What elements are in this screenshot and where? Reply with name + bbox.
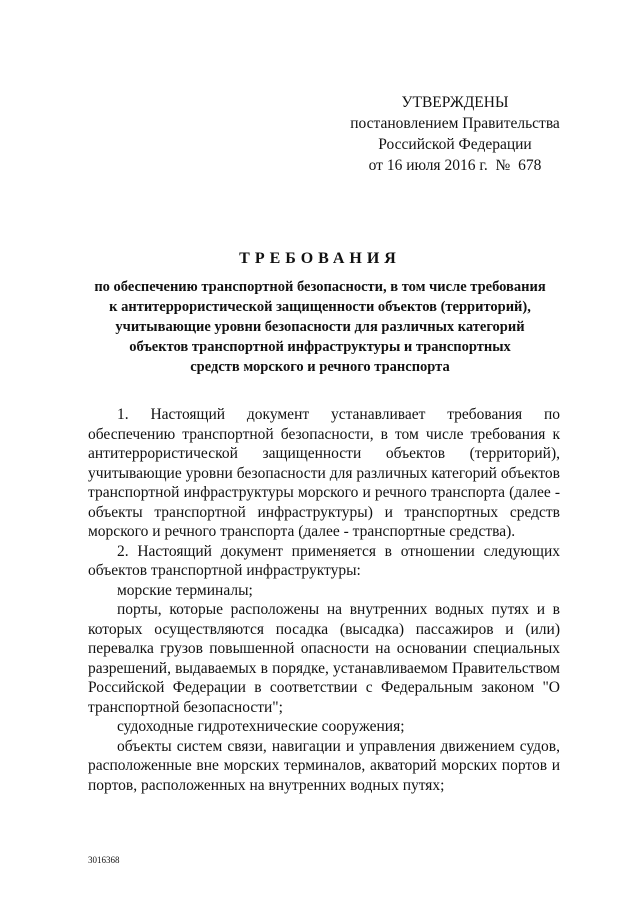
subtitle-line: учитывающие уровни безопасности для различных категорий — [115, 319, 525, 335]
document-title: ТРЕБОВАНИЯ — [239, 250, 401, 267]
approval-line: постановлением Правительства — [350, 115, 560, 132]
paragraph: морские терминалы; — [117, 581, 253, 599]
paragraph: 2. Настоящий документ применяется в отношении следующих объектов транспортной инфраструктуры: — [88, 542, 560, 579]
subtitle-line: объектов транспортной инфраструктуры и транспортных — [129, 339, 511, 355]
approval-line: Российской Федерации — [378, 136, 532, 153]
document-body — [88, 405, 560, 795]
paragraph: порты, которые расположены на внутренних водных путях и в которых осуществляются посадка (высадка) пассажиров и (или) перевалка грузов повышенной опасности на основании специальных разрешений, выдаваемых в порядке, устанавливаемом Правительством Российской Федерации в соответствии с Федеральным законом "О транспортной безопасности"; — [88, 601, 560, 716]
approval-date-number: от 16 июля 2016 г. № 678 — [368, 157, 542, 174]
footer-code: 3016368 — [88, 855, 120, 865]
subtitle-line: к антитеррористической защищенности объектов (территорий), — [109, 299, 531, 315]
approval-heading: УТВЕРЖДЕНЫ — [401, 94, 509, 111]
subtitle-line: по обеспечению транспортной безопасности, в том числе требования — [94, 279, 546, 295]
paragraph: судоходные гидротехнические сооружения; — [117, 718, 405, 735]
subtitle-line: средств морского и речного транспорта — [190, 359, 450, 375]
paragraph: объекты систем связи, навигации и управления движением судов, расположенные вне морских терминалов, акваторий морских портов и портов, расположенных на внутренних водных путях; — [88, 737, 560, 794]
document-subtitle — [70, 277, 570, 377]
approval-block — [340, 92, 570, 176]
paragraph: 1. Настоящий документ устанавливает требования по обеспечению транспортной безопасности, в том числе требования к антитеррористической защищенности объектов (территорий), учитывающие уровни безопасности для различных категорий объектов транспортной инфраструктуры морского и речного транспорта (далее - объекты транспортной инфраструктуры) и транспортных средств морского и речного транспорта (далее - транспортные средства). — [88, 406, 560, 540]
